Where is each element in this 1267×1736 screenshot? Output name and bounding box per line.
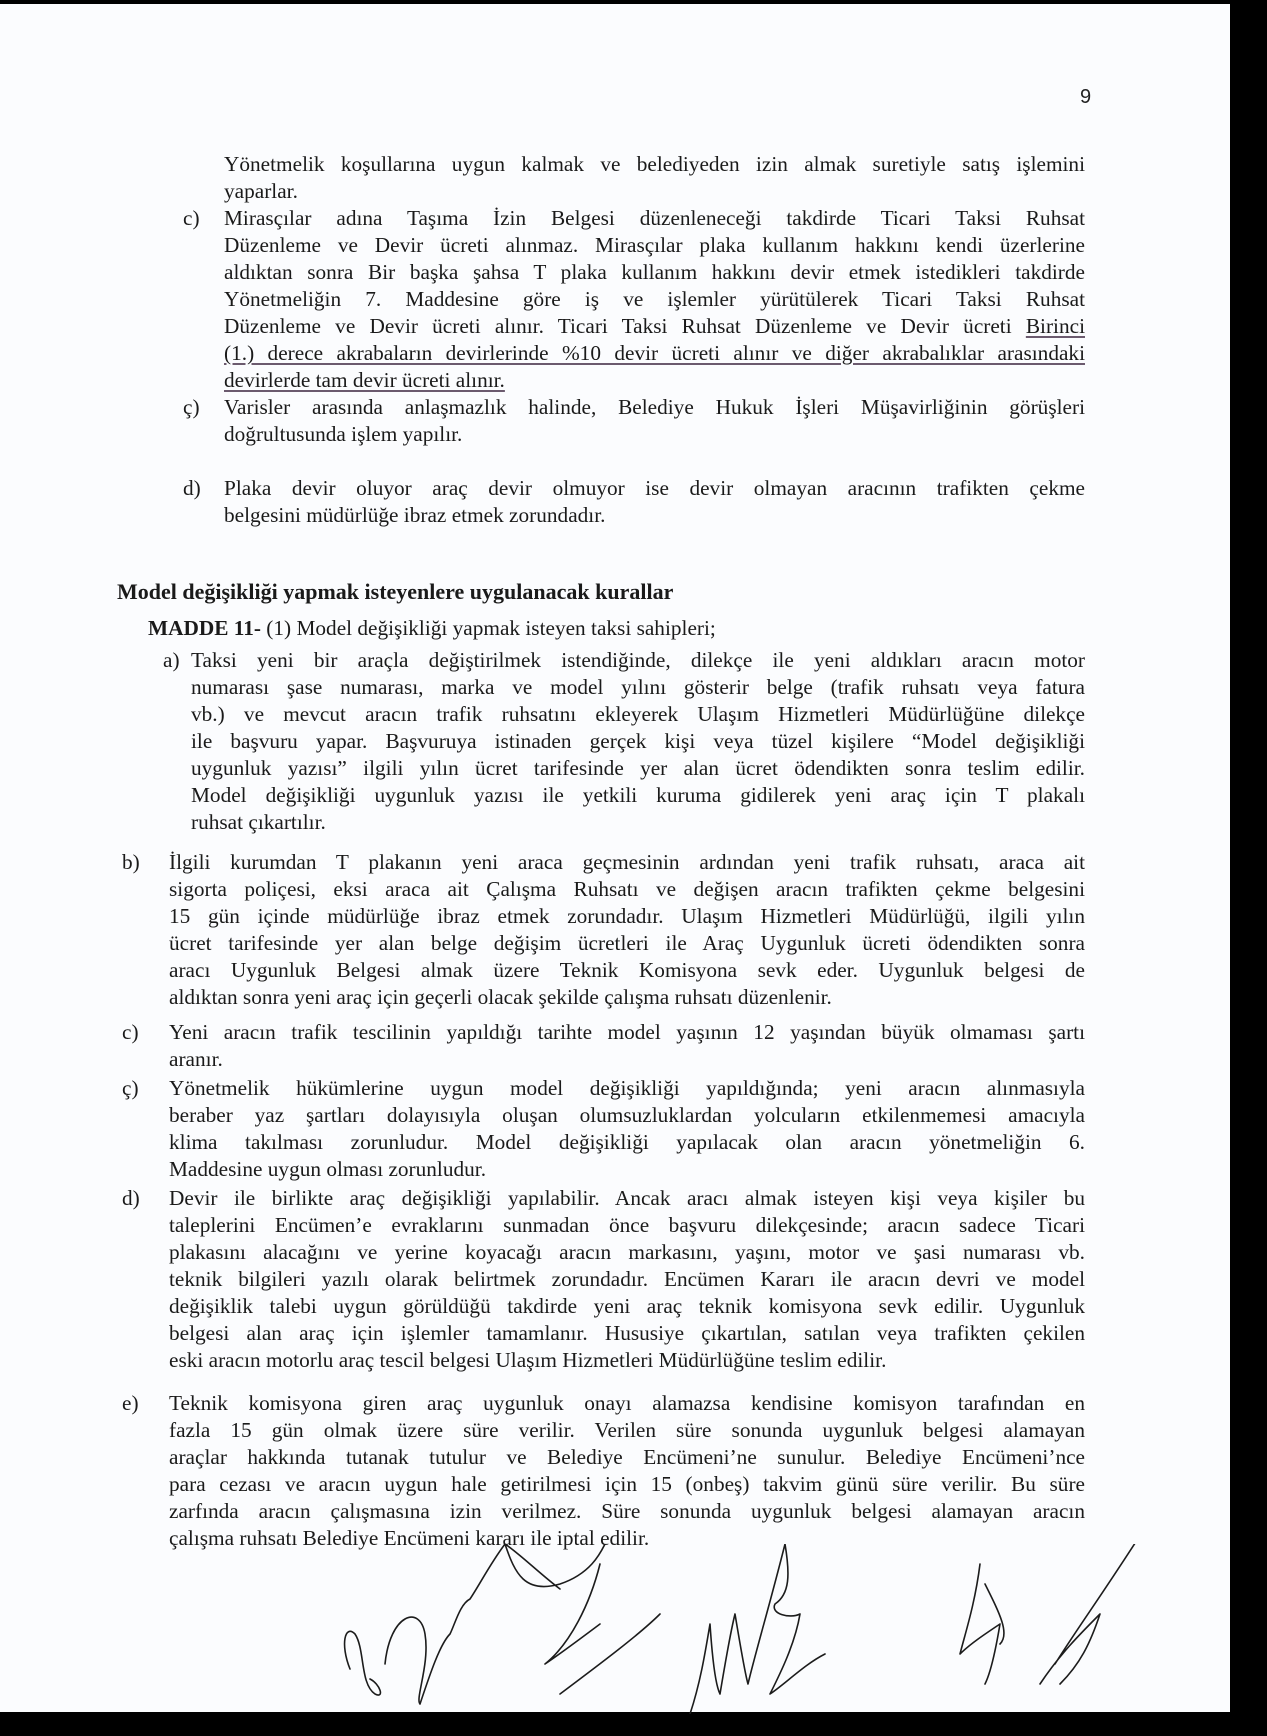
text-line: fazla 15 gün olmak üzere süre verilir. Verilen süre sonunda uygunluk belgesi alamayan: [169, 1418, 1085, 1442]
text-line: çalışma ruhsatı Belediye Encümeni kararı ile iptal edilir.: [169, 1526, 650, 1550]
text-line: Yeni aracın trafik tescilinin yapıldığı tarihte model yaşının 12 yaşından büyük olmaması şartı: [169, 1020, 1085, 1044]
text-line: Varisler arasında anlaşmazlık halinde, Belediye Hukuk İşleri Müşavirliğinin görüşleri: [224, 395, 1085, 419]
text-line: numarası şase numarası, marka ve model yılını gösterir belge (trafik ruhsatı veya fatura: [191, 675, 1085, 699]
text-line: değişiklik talebi uygun görüldüğü takdirde yeni araç teknik komisyona sevk edilir. Uygunluk: [169, 1294, 1085, 1318]
item-label: ç): [122, 1076, 139, 1100]
text-line: aranır.: [169, 1047, 223, 1071]
text-line: Model değişikliği uygunluk yazısı ile yetkili kuruma gidilerek yeni araç için T plakalı: [191, 783, 1085, 807]
text-line: [224, 313, 1085, 340]
signature-2: [690, 1544, 825, 1714]
text-line: aldıktan sonra Bir başka şahsa T plaka kullanım hakkını devir etmek istedikleri takdirde: [224, 260, 1085, 284]
signature-3: [960, 1544, 1160, 1684]
text-line: beraber yaz şartları dolayısıyla oluşan olumsuzluklardan yolcuların etkilenmemesi amacıyla: [169, 1103, 1085, 1127]
text-line: Plaka devir oluyor araç devir olmuyor ise devir olmayan aracının trafikten çekme: [224, 476, 1085, 500]
text-line: vb.) ve mevcut aracın trafik ruhsatını ekleyerek Ulaşım Hizmetleri Müdürlüğüne dilekçe: [191, 702, 1085, 726]
text-line: ile başvuru yapar. Başvuruya istinaden gerçek kişi veya tüzel kişilere “Model değişikliği: [191, 729, 1085, 753]
text-line: aracı Uygunluk Belgesi almak üzere Teknik Komisyona sevk eder. Uygunluk belgesi de: [169, 958, 1085, 982]
item-label: e): [122, 1391, 139, 1415]
item-label: c): [122, 1020, 139, 1044]
text-line: taleplerini Encümen’e evraklarını sunmadan önce başvuru dilekçesinde; aracın sadece Ticari: [169, 1213, 1085, 1237]
text-line: belgesini müdürlüğe ibraz etmek zorundadır.: [224, 503, 606, 527]
text-line: klima takılması zorunludur. Model değişikliği yapılacak olan aracın yönetmeliğin 6.: [169, 1130, 1085, 1154]
underlined-text: (1.) derece akrabaların devirlerinde %10 devir ücreti alınır ve diğer akrabalıklar arasındaki: [224, 341, 1085, 365]
item-label: d): [122, 1186, 140, 1210]
list-item: [122, 1390, 1085, 1552]
document-page: [0, 4, 1230, 1712]
text-line: teknik bilgileri yazılı olarak belirtmek zorundadır. Encümen Kararı ile aracın devri ve model: [169, 1267, 1085, 1291]
item-label: a): [163, 648, 180, 672]
page-number: 9: [1080, 86, 1092, 108]
item-label: d): [183, 476, 201, 500]
article-intro: (1) Model değişikliği yapmak isteyen taksi sahipleri;: [260, 616, 716, 640]
section-heading: Model değişikliği yapmak isteyenlere uygulanacak kurallar: [117, 579, 674, 604]
text-line: zarfında aracın çalışmasına izin verilmez. Süre sonunda uygunluk belgesi alamayan aracın: [169, 1499, 1085, 1523]
text-line: uygunluk yazısı” ilgili yılın ücret tarifesinde yer alan ücret ödendikten sonra teslim edilir.: [191, 756, 1085, 780]
text-line: Düzenleme ve Devir ücreti alınmaz. Mirasçılar plaka kullanım hakkını kendi üzerlerine: [224, 233, 1085, 257]
list-item: [122, 849, 1085, 1011]
list-item: [183, 394, 1085, 448]
text-line: Maddesine uygun olması zorunludur.: [169, 1157, 487, 1181]
list-item: [122, 1075, 1085, 1183]
text-line: plakasını alacağını ve yerine koyacağı aracın markasını, yaşını, motor ve şasi numarası vb.: [169, 1240, 1085, 1264]
text-line: doğrultusunda işlem yapılır.: [224, 422, 463, 446]
underlined-text: Birinci: [1025, 314, 1085, 338]
text-line: araçlar hakkında tutanak tutulur ve Belediye Encümeni’ne sunulur. Belediye Encümeni’nce: [169, 1445, 1085, 1469]
item-label: b): [122, 850, 140, 874]
text-line: Yönetmelik koşullarına uygun kalmak ve belediyeden izin almak suretiyle satış işlemini: [224, 152, 1085, 176]
text-line: 15 gün içinde müdürlüğe ibraz etmek zorundadır. Ulaşım Hizmetleri Müdürlüğü, ilgili yılın: [169, 904, 1085, 928]
signatures: [0, 1544, 1230, 1714]
text-line: para cezası ve aracın uygun hale getirilmesi için 15 (onbeş) takvim günü süre verilir. Bu süre: [169, 1472, 1085, 1496]
text-line: [224, 367, 1085, 394]
list-item: [183, 475, 1085, 529]
list-item: [163, 647, 1085, 836]
text-line: Devir ile birlikte araç değişikliği yapılabilir. Ancak aracı almak isteyen kişi veya kişiler bu: [169, 1186, 1085, 1210]
item-label: c): [183, 206, 200, 230]
text-line: sigorta poliçesi, eksi araca ait Çalışma Ruhsatı ve değişen aracın trafikten çekme belgesini: [169, 877, 1085, 901]
text-line: Teknik komisyona giren araç uygunluk onayı alamazsa kendisine komisyon tarafından en: [169, 1391, 1085, 1415]
text-line: yaparlar.: [224, 179, 298, 203]
text-line: Yönetmeliğin 7. Maddesine göre iş ve işlemler yürütülerek Ticari Taksi Ruhsat: [224, 287, 1085, 311]
item-label: ç): [183, 395, 200, 419]
text-line: belgesi alan araç için işlemler tamamlanır. Hususiye çıkartılan, satılan veya trafikten çekilen: [169, 1321, 1085, 1345]
list-item: [122, 1019, 1085, 1073]
text-line: İlgili kurumdan T plakanın yeni araca geçmesinin ardından yeni trafik ruhsatı, araca ait: [169, 850, 1085, 874]
text-span: Düzenleme ve Devir ücreti alınır. Ticari Taksi Ruhsat Düzenleme ve Devir ücreti: [224, 314, 1026, 338]
article-number: MADDE 11-: [148, 616, 261, 640]
intro-paragraph: [224, 151, 1085, 205]
text-line: aldıktan sonra yeni araç için geçerli olacak şekilde çalışma ruhsatı düzenlenir.: [169, 985, 832, 1009]
text-line: Taksi yeni bir araçla değiştirilmek istendiğinde, dilekçe ile yeni aldıkları aracın motor: [191, 648, 1085, 672]
text-line: Mirasçılar adına Taşıma İzin Belgesi düzenleneceği takdirde Ticari Taksi Ruhsat: [224, 206, 1085, 230]
text-line: eski aracın motorlu araç tescil belgesi Ulaşım Hizmetleri Müdürlüğüne teslim edilir.: [169, 1348, 887, 1372]
scan-border: [0, 1714, 1267, 1736]
text-line: ruhsat çıkartılır.: [191, 810, 326, 834]
list-item: [122, 1185, 1085, 1374]
signature-1: [345, 1544, 660, 1704]
list-item: [183, 205, 1085, 394]
text-line: Yönetmelik hükümlerine uygun model değişikliği yapıldığında; yeni aracın alınmasıyla: [169, 1076, 1085, 1100]
text-line: ücret tarifesinde yer alan belge değişim ücretleri ile Araç Uygunluk ücreti ödendikten sonra: [169, 931, 1085, 955]
article-title: [148, 615, 716, 642]
underlined-text: devirlerde tam devir ücreti alınır.: [224, 368, 505, 392]
